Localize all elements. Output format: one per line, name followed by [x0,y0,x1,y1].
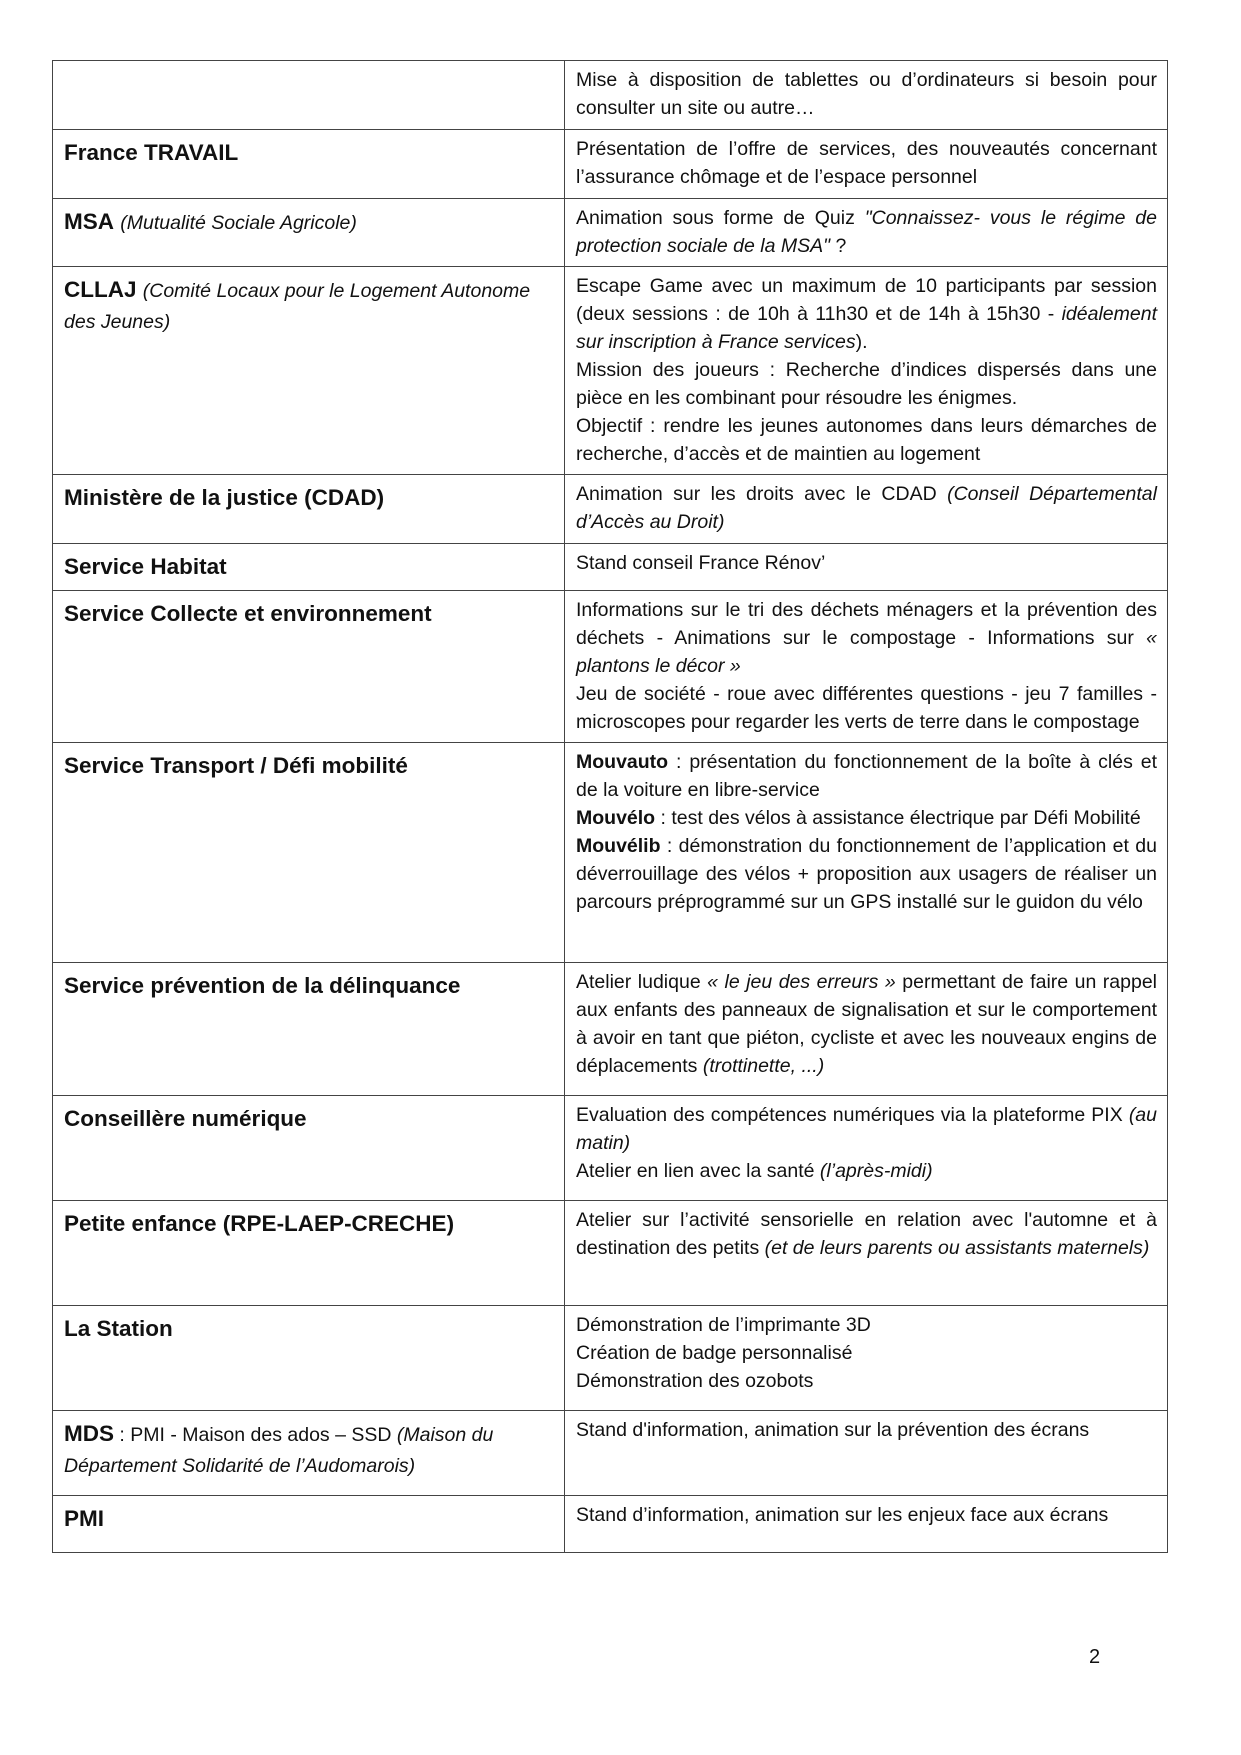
organisation-cell [53,1096,565,1201]
organisation-cell [53,475,565,544]
activity-text: Atelier ludique « le jeu des erreurs » permettant de faire un rappel aux enfants des panneaux de signalisation et sur le comportement à avoir en tant que piéton, cycliste et avec les nouveaux engins de déplacements (trottinette, ...) [576,971,1158,1077]
organisation-cell [53,591,565,743]
organisation-name: PMI [64,1506,105,1531]
table-row [53,475,1168,544]
activity-cell [565,1096,1168,1201]
organisation-name: Ministère de la justice (CDAD) [64,485,385,510]
organisation-cell [53,544,565,591]
activity-text: Démonstration des ozobots [576,1370,814,1392]
table-row [53,1201,1168,1306]
activity-text: Démonstration de l’imprimante 3D [576,1314,871,1336]
organisation-cell [53,267,565,475]
activity-text: Mission des joueurs : Recherche d’indices dispersés dans une pièce en les combinant pour résoudre les énigmes. [576,359,1157,409]
organisation-cell [53,1496,565,1553]
page-number: 2 [1089,1646,1101,1668]
activity-text: Objectif : rendre les jeunes autonomes dans leurs démarches de recherche, d’accès et de maintien au logement [576,415,1157,465]
organisation-note: (Comité Locaux pour le Logement Autonome des Jeunes) [64,280,531,333]
organisation-name: Conseillère numérique [64,1106,307,1131]
organisation-cell [53,199,565,267]
activity-cell [565,475,1168,544]
activity-text: Présentation de l’offre de services, des nouveautés concernant l’assurance chômage et de l’espace personnel [576,138,1157,188]
organisation-name: Service Habitat [64,554,227,579]
table-row [53,963,1168,1096]
activity-item: Mouvélib : démonstration du fonctionnement de l’application et du déverrouillage des vélos + proposition aux usagers de réaliser un parcours préprogrammé sur un GPS installé sur le guidon du vélo [576,835,1157,913]
activity-text: Atelier en lien avec la santé (l’après-midi) [576,1160,933,1182]
activity-cell [565,1306,1168,1411]
table-row [53,1096,1168,1201]
organisation-cell [53,963,565,1096]
activity-cell [565,130,1168,199]
organisation-cell [53,1306,565,1411]
activity-cell [565,1411,1168,1496]
activity-text: Escape Game avec un maximum de 10 participants par session (deux sessions : de 10h à 11h30 et de 14h à 15h30 - idéalement sur inscription à France services). [576,275,1157,353]
organisation-name: La Station [64,1316,173,1341]
activity-text: Animation sous forme de Quiz "Connaissez- vous le régime de protection sociale de la MSA" ? [576,207,1158,257]
table-row [53,61,1168,130]
table-row [53,743,1168,963]
activity-text: Evaluation des compétences numériques via la plateforme PIX (au matin) [576,1104,1157,1154]
table-row [53,1411,1168,1496]
table-row [53,199,1168,267]
organisation-name: Petite enfance (RPE-LAEP-CRECHE) [64,1211,455,1236]
activity-text: Stand d'information, animation sur la prévention des écrans [576,1419,1090,1441]
table-row [53,130,1168,199]
activity-item: Mouvauto : présentation du fonctionnement de la boîte à clés et de la voiture en libre-service [576,751,1157,801]
activity-cell [565,963,1168,1096]
organisation-name: Service prévention de la délinquance [64,973,461,998]
activity-text: Jeu de société - roue avec différentes questions - jeu 7 familles - microscopes pour regarder les verts de terre dans le compostage [576,683,1157,733]
organisation-cell [53,61,565,130]
activity-cell [565,591,1168,743]
table-row [53,591,1168,743]
organisation-name: Service Transport / Défi mobilité [64,753,408,778]
organisation-detail: : PMI - Maison des ados – SSD [114,1424,397,1446]
organisation-name: CLLAJ [64,277,137,302]
organisation-name: France TRAVAIL [64,140,239,165]
activity-text: Stand d’information, animation sur les enjeux face aux écrans [576,1504,1109,1526]
activity-cell [565,1496,1168,1553]
activity-cell [565,743,1168,963]
table-row [53,544,1168,591]
organisation-cell [53,743,565,963]
activity-text: Atelier sur l’activité sensorielle en relation avec l'automne et à destination des petits (et de leurs parents ou assistants maternels) [576,1209,1157,1259]
activity-cell [565,1201,1168,1306]
activity-text: Stand conseil France Rénov’ [576,552,826,574]
table-row [53,1496,1168,1553]
activity-cell [565,267,1168,475]
organisation-cell [53,130,565,199]
activity-item: Mouvélo : test des vélos à assistance électrique par Défi Mobilité [576,807,1141,829]
organisation-name: MDS [64,1421,114,1446]
activities-table [52,60,1168,1553]
activity-text: Animation sur les droits avec le CDAD (Conseil Départemental d’Accès au Droit) [576,483,1157,533]
table-row [53,1306,1168,1411]
activity-text: Informations sur le tri des déchets ménagers et la prévention des déchets - Animations sur le compostage - Informations sur « plantons le décor » [576,599,1157,677]
activity-text: Création de badge personnalisé [576,1342,853,1364]
organisation-name: Service Collecte et environnement [64,601,432,626]
organisation-cell [53,1201,565,1306]
organisation-note: (Maison du Département Solidarité de l’Audomarois) [64,1424,494,1477]
organisation-cell [53,1411,565,1496]
activity-cell [565,544,1168,591]
activity-cell [565,199,1168,267]
table-row [53,267,1168,475]
organisation-name: MSA [64,209,114,234]
activity-cell [565,61,1168,130]
activity-text: Mise à disposition de tablettes ou d’ordinateurs si besoin pour consulter un site ou autre… [576,69,1157,119]
organisation-note: (Mutualité Sociale Agricole) [120,212,357,234]
